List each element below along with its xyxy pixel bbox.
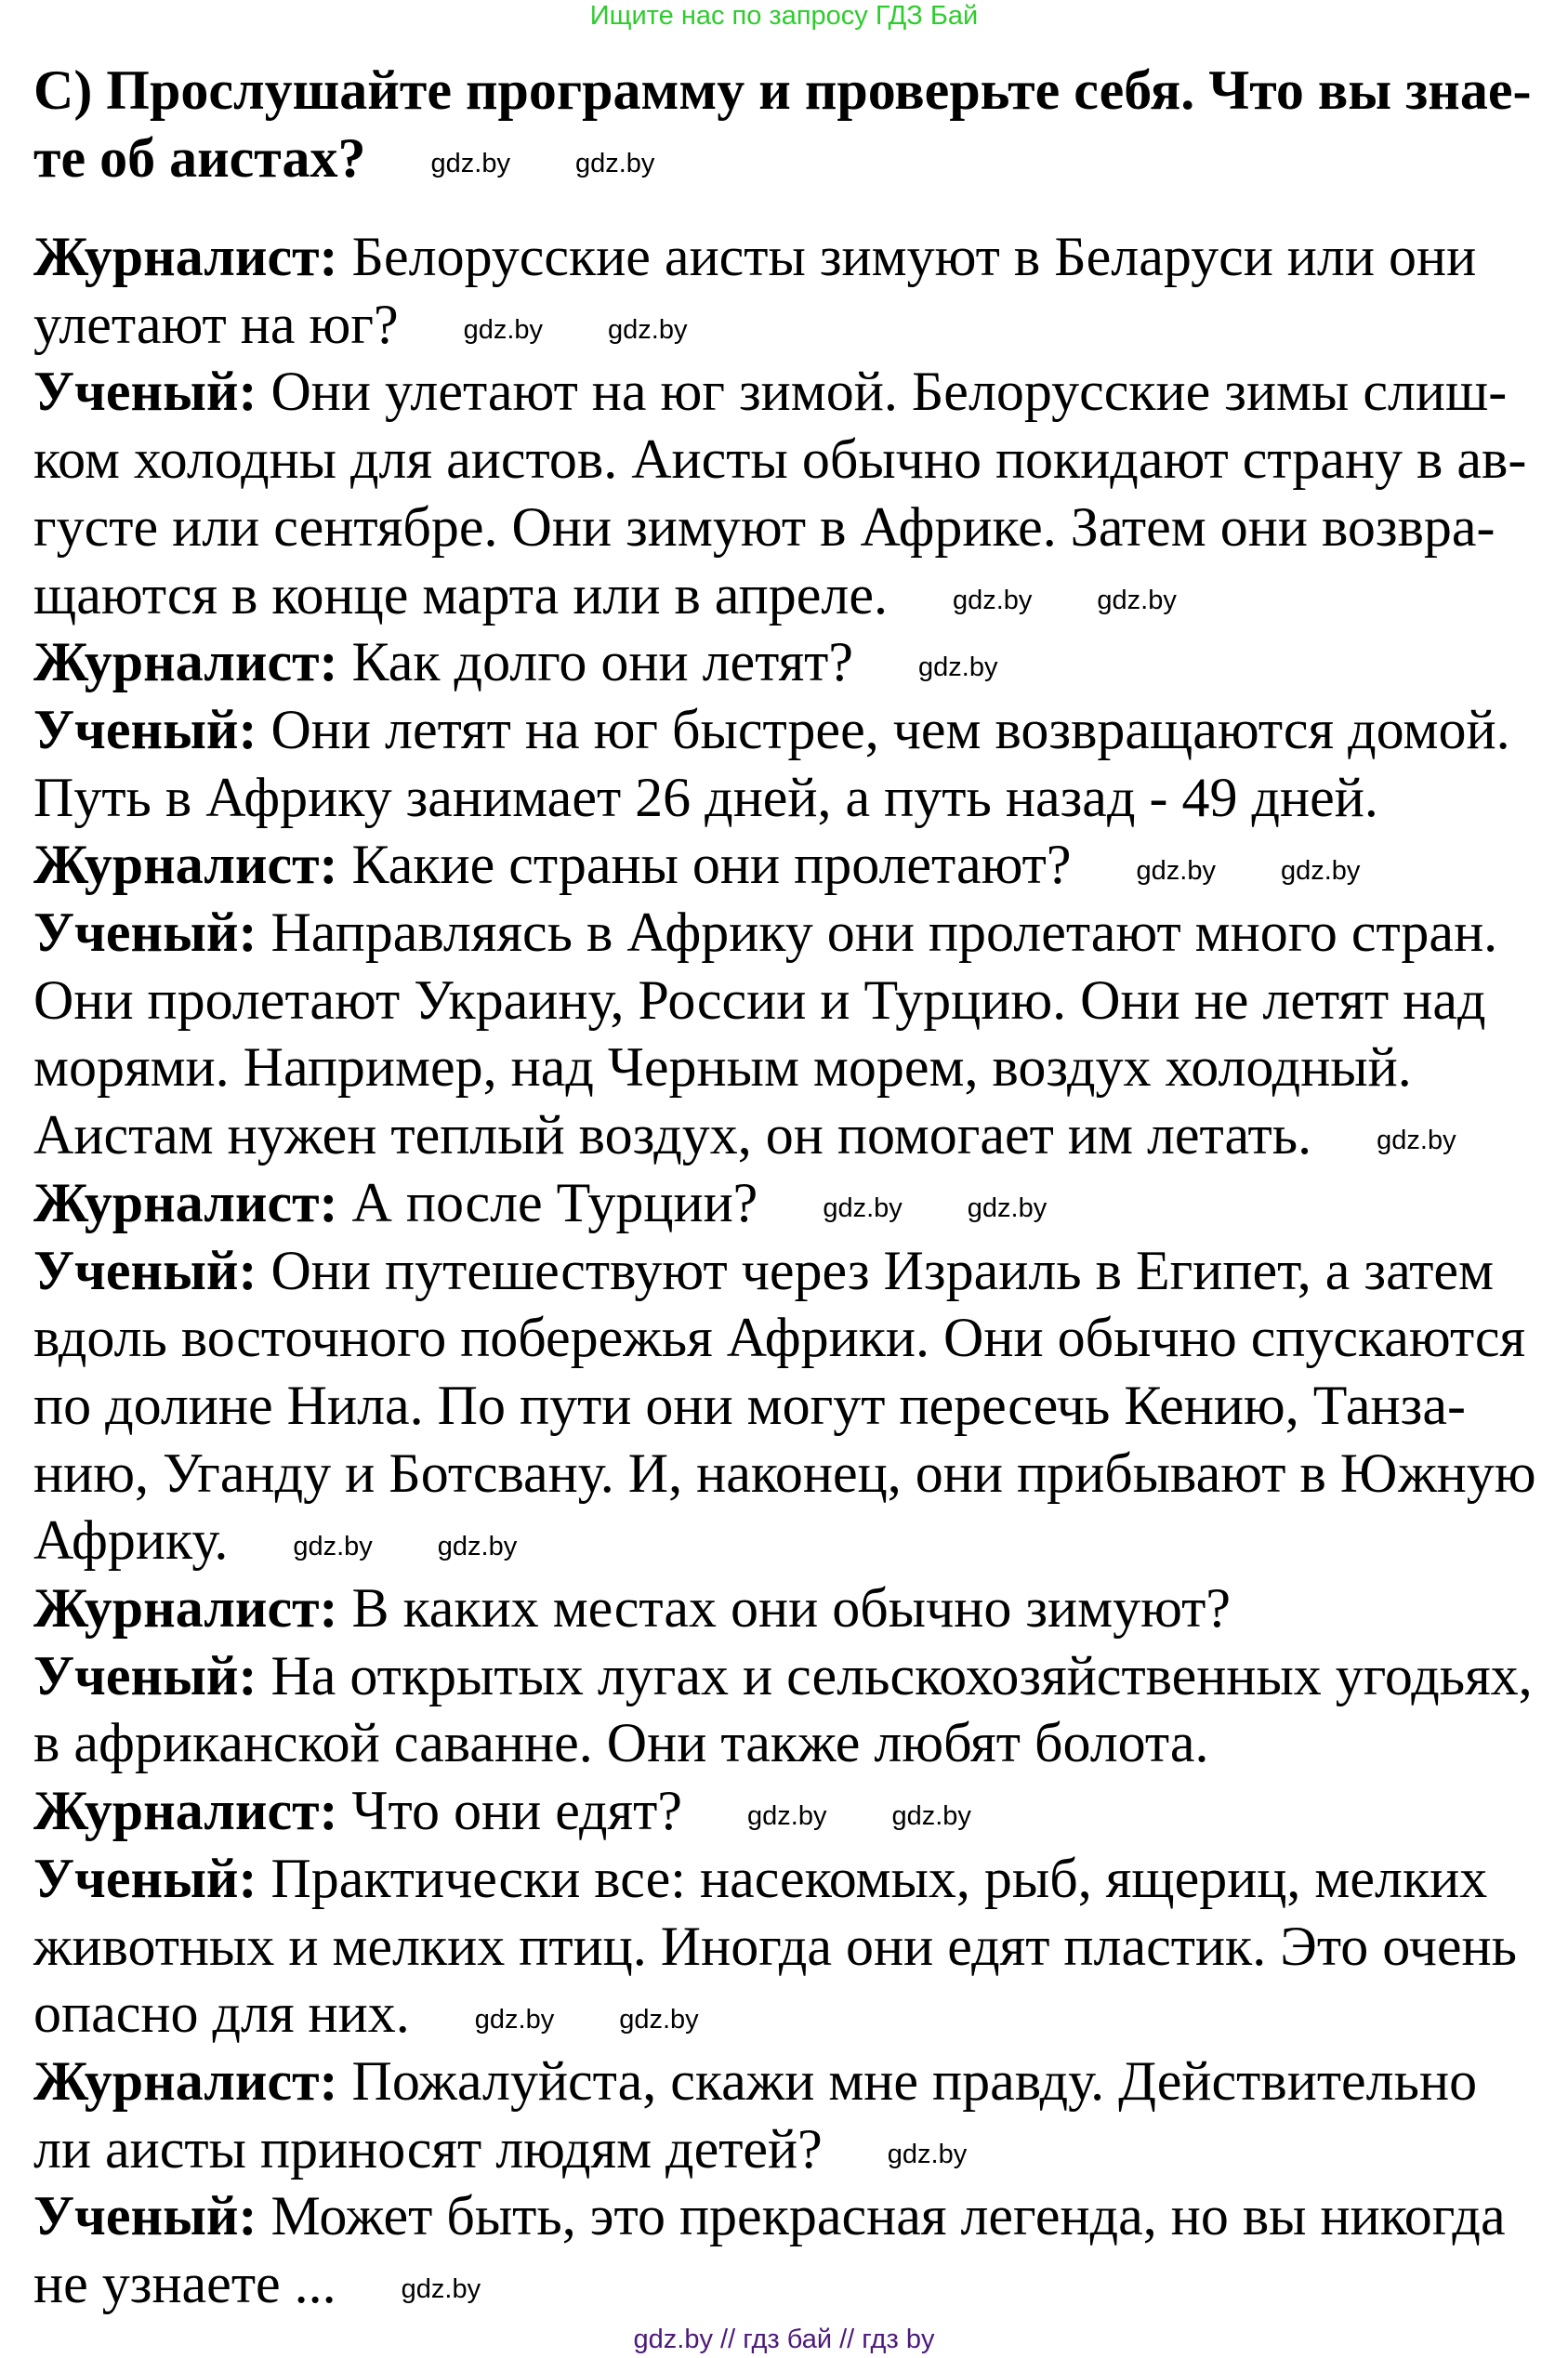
watermark: gdz.by xyxy=(952,585,1033,615)
watermark: gdz.by xyxy=(437,1531,518,1561)
dialogue-text: В каких местах они обычно зимуют? xyxy=(351,1577,1232,1640)
dialogue-line xyxy=(33,1101,1536,1169)
dialogue-line xyxy=(33,764,1536,832)
watermark: gdz.by xyxy=(747,1801,827,1832)
speaker-label: Ученый: xyxy=(33,2185,257,2247)
dialogue-text: Практически все: насекомых, рыб, ящериц, мелких xyxy=(270,1847,1488,1909)
dialogue-text: А после Турции? xyxy=(351,1171,758,1233)
watermark: gdz.by xyxy=(887,2139,968,2169)
dialogue-text: Они улетают на юг зимой. Белорусские зимы слиш- xyxy=(270,361,1508,423)
dialogue-text: ком холодны для аистов. Аисты обычно покидают страну в ав- xyxy=(33,428,1527,491)
watermark: gdz.by xyxy=(430,148,510,178)
dialogue-text: нию, Уганду и Ботсвану. И, наконец, они прибывают в Южную xyxy=(33,1442,1536,1504)
speaker-label: Ученый: xyxy=(33,1644,257,1706)
watermark: gdz.by xyxy=(293,1531,373,1561)
dialogue-line xyxy=(33,1777,1536,1845)
dialogue-line xyxy=(33,1034,1536,1101)
dialogue-line xyxy=(33,1574,1536,1642)
dialogue-line xyxy=(33,1372,1536,1440)
dialogue-text: Какие страны они пролетают? xyxy=(351,834,1072,896)
dialogue-text: улетают на юг? xyxy=(33,293,399,355)
watermark: gdz.by xyxy=(1280,855,1361,886)
speaker-label: Журналист: xyxy=(33,631,338,693)
dialogue-text: опасно для них. xyxy=(33,1983,410,2045)
dialogue-text: морями. Например, над Черным морем, воздух холодный. xyxy=(33,1036,1412,1099)
dialogue-text: животных и мелких птиц. Иногда они едят пластик. Это очень xyxy=(33,1915,1517,1977)
dialogue xyxy=(33,223,1536,2318)
speaker-label: Журналист: xyxy=(33,1780,338,1842)
exercise-title xyxy=(33,57,1531,191)
dialogue-line xyxy=(33,1980,1536,2048)
dialogue-line xyxy=(33,899,1536,967)
dialogue-line xyxy=(33,1440,1536,1508)
watermark: gdz.by xyxy=(918,652,998,683)
watermark: gdz.by xyxy=(474,2004,555,2035)
dialogue-text: по долине Нила. По пути они могут пересечь Кению, Танза- xyxy=(33,1374,1466,1436)
dialogue-text: Аистам нужен теплый воздух, он помогает им летать. xyxy=(33,1104,1312,1166)
speaker-label: Ученый: xyxy=(33,1239,257,1301)
dialogue-line xyxy=(33,561,1536,629)
dialogue-line xyxy=(33,1845,1536,1913)
speaker-label: Журналист: xyxy=(33,1577,338,1640)
dialogue-text: Они летят на юг быстрее, чем возвращаются домой. xyxy=(270,698,1510,760)
dialogue-line xyxy=(33,2182,1536,2250)
watermark: gdz.by xyxy=(608,314,688,345)
dialogue-text: ли аисты приносят людям детей? xyxy=(33,2117,823,2180)
watermark: gdz.by xyxy=(1136,855,1216,886)
title-text: те об аистах? xyxy=(33,126,366,189)
dialogue-line xyxy=(33,2250,1536,2318)
dialogue-line xyxy=(33,967,1536,1034)
dialogue-text: Белорусские аисты зимуют в Беларуси или они xyxy=(351,226,1477,287)
watermark: gdz.by xyxy=(891,1801,971,1832)
dialogue-line xyxy=(33,831,1536,899)
dialogue-line xyxy=(33,628,1536,696)
speaker-label: Ученый: xyxy=(33,902,257,964)
dialogue-line xyxy=(33,1237,1536,1305)
watermark: gdz.by xyxy=(823,1193,903,1224)
dialogue-text: щаются в конце марта или в апреле. xyxy=(33,563,888,626)
speaker-label: Журналист: xyxy=(33,1171,338,1233)
speaker-label: Ученый: xyxy=(33,698,257,760)
dialogue-text: не узнаете ... xyxy=(33,2253,336,2315)
watermark: gdz.by xyxy=(574,148,655,178)
dialogue-text: Что они едят? xyxy=(351,1780,683,1842)
dialogue-text: Пожалуйста, скажи мне правду. Действительно xyxy=(351,2049,1478,2112)
dialogue-text: Африку. xyxy=(33,1509,229,1572)
dialogue-text: Может быть, это прекрасная легенда, но вы никогда xyxy=(270,2185,1506,2247)
watermark: gdz.by xyxy=(401,2274,481,2305)
dialogue-line xyxy=(33,1913,1536,1981)
dialogue-text: Путь в Африку занимает 26 дней, а путь назад - 49 дней. xyxy=(33,766,1378,828)
dialogue-line xyxy=(33,2115,1536,2183)
dialogue-line xyxy=(33,1507,1536,1574)
dialogue-text: На открытых лугах и сельскохозяйственных угодьях, xyxy=(270,1644,1533,1706)
dialogue-text: Направляясь в Африку они пролетают много стран. xyxy=(270,902,1498,964)
speaker-label: Ученый: xyxy=(33,1847,257,1909)
watermark: gdz.by xyxy=(619,2004,699,2035)
watermark: gdz.by xyxy=(1097,585,1177,615)
dialogue-text: Как долго они летят? xyxy=(351,631,854,693)
speaker-label: Журналист: xyxy=(33,834,338,896)
dialogue-line xyxy=(33,291,1536,359)
title-line xyxy=(33,125,1531,192)
header-watermark: Ищите нас по запросу ГДЗ Бай xyxy=(589,1,979,31)
footer-watermark: gdz.by // гдз бай // гдз by xyxy=(633,2325,935,2354)
dialogue-line xyxy=(33,1709,1536,1777)
watermark: gdz.by xyxy=(463,314,544,345)
dialogue-line xyxy=(33,1169,1536,1237)
dialogue-line xyxy=(33,426,1536,494)
watermark: gdz.by xyxy=(967,1193,1048,1224)
dialogue-line xyxy=(33,696,1536,764)
dialogue-line xyxy=(33,2048,1536,2115)
dialogue-line xyxy=(33,358,1536,426)
title-line: С) Прослушайте программу и проверьте себя. Что вы знае- xyxy=(33,59,1532,121)
speaker-label: Журналист: xyxy=(33,2049,338,2112)
dialogue-text: густе или сентябре. Они зимуют в Африке. Затем они возвра- xyxy=(33,495,1496,558)
dialogue-line xyxy=(33,1304,1536,1372)
dialogue-text: Они путешествуют через Израиль в Египет, а затем xyxy=(270,1239,1495,1301)
watermark: gdz.by xyxy=(1377,1126,1456,1156)
speaker-label: Журналист: xyxy=(33,226,338,287)
dialogue-text: вдоль восточного побережья Африки. Они обычно спускаются xyxy=(33,1307,1526,1369)
dialogue-line xyxy=(33,1642,1536,1710)
dialogue-line xyxy=(33,494,1536,561)
dialogue-line xyxy=(33,223,1536,291)
dialogue-text: в африканской саванне. Они также любят болота. xyxy=(33,1712,1209,1774)
speaker-label: Ученый: xyxy=(33,361,257,423)
dialogue-text: Они пролетают Украину, России и Турцию. Они не летят над xyxy=(33,968,1486,1031)
